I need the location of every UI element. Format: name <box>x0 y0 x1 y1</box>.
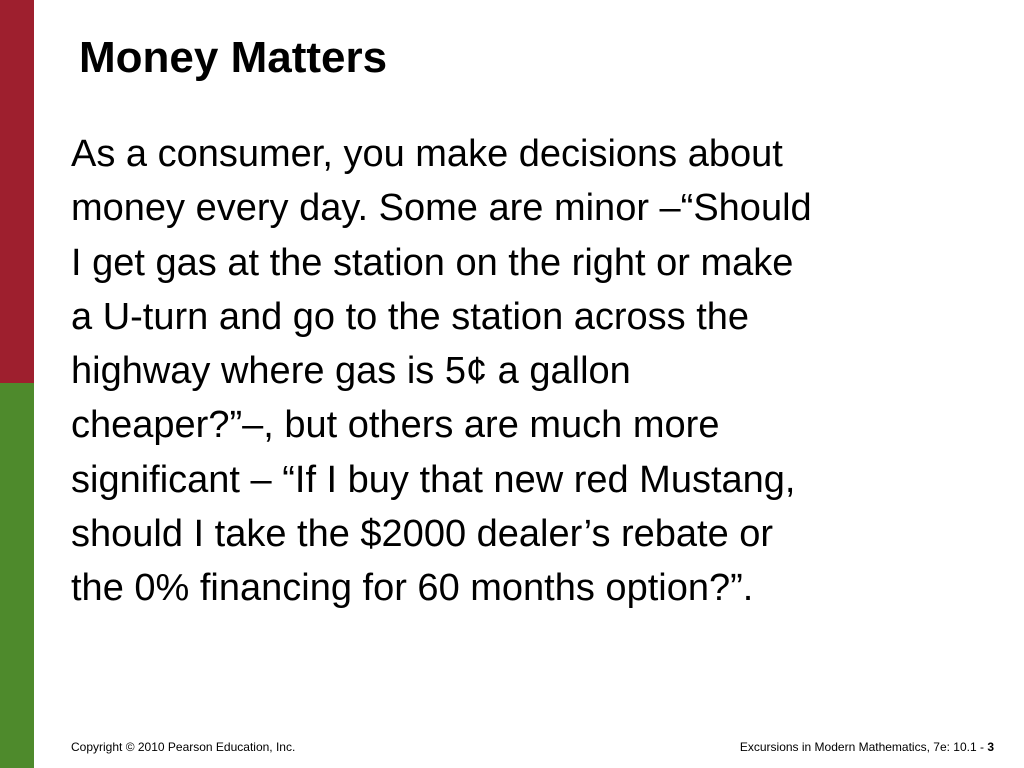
body-line: As a consumer, you make decisions about <box>71 133 783 175</box>
body-line: I get gas at the station on the right or make <box>71 241 794 284</box>
footer-source-text: Excursions in Modern Mathematics, 7e: 10.1 - <box>739 740 988 754</box>
footer-copyright: Copyright © 2010 Pearson Education, Inc. <box>71 740 296 754</box>
body-line: significant – “If I buy that new red Mustang, <box>71 458 796 501</box>
body-line: should I take the $2000 dealer’s rebate or <box>71 513 774 556</box>
accent-band-green <box>0 383 34 768</box>
footer-source <box>740 740 994 754</box>
body-line: cheaper?”–, but others are much more <box>71 404 720 447</box>
body-line: a U-turn and go to the station across the <box>71 295 750 338</box>
slide-body <box>71 127 981 616</box>
accent-band-red <box>0 0 34 383</box>
page-number: 3 <box>987 740 994 754</box>
body-line: highway where gas is 5¢ a gallon <box>71 350 631 393</box>
slide-title: Money Matters <box>79 33 388 82</box>
body-line: money every day. Some are minor –“Should <box>71 187 812 230</box>
body-line: the 0% financing for 60 months option?”. <box>71 567 754 610</box>
